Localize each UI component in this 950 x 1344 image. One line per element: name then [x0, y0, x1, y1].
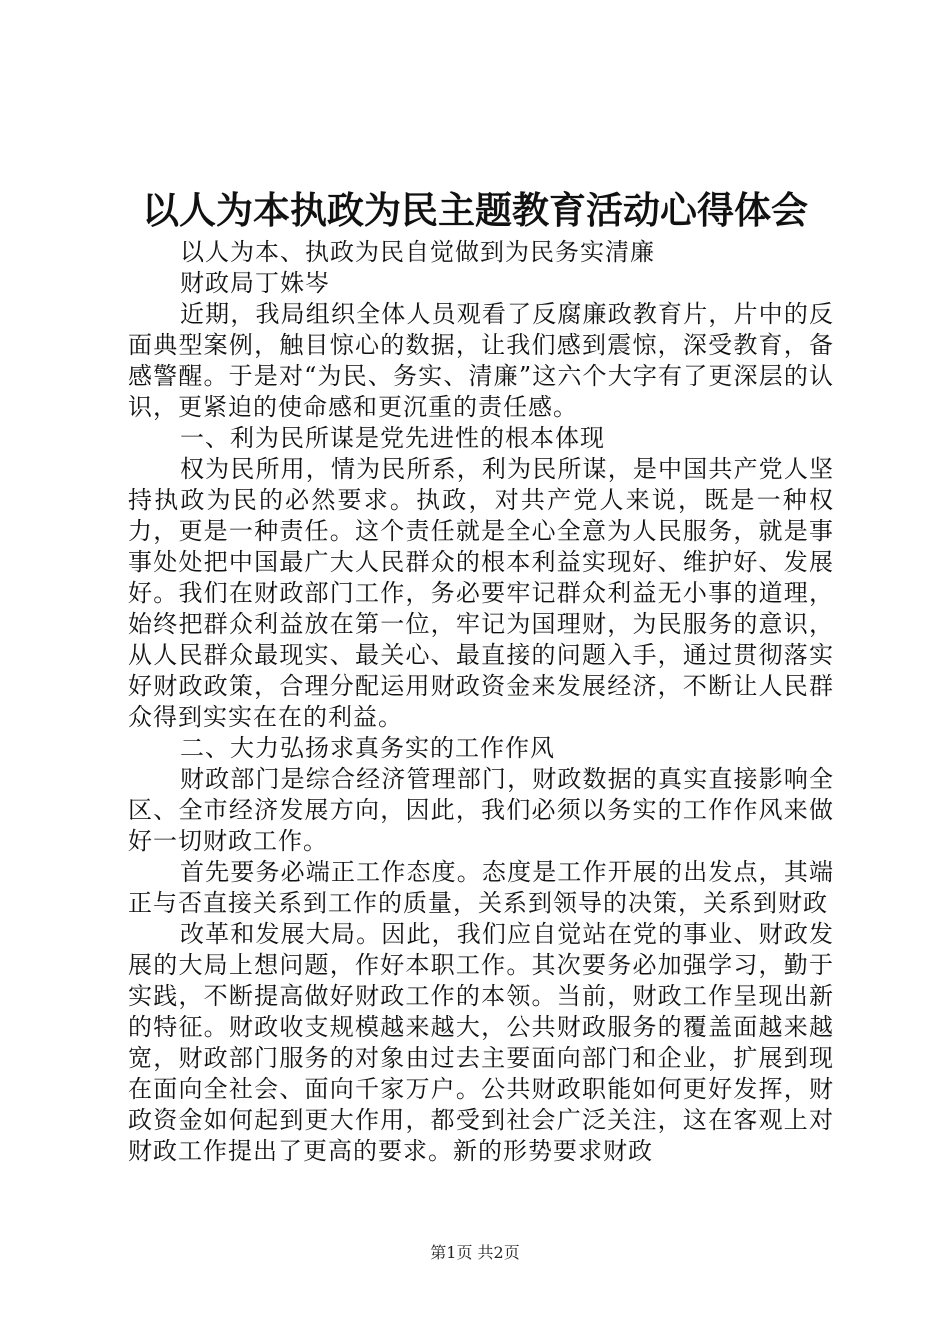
- document-title: 以人为本执政为民主题教育活动心得体会: [142, 188, 808, 232]
- section-heading-2: 二、大力弘扬求真务实的工作作风: [180, 734, 555, 762]
- paragraph-section-2a: 财政部门是综合经济管理部门，财政数据的真实直接影响全区、全市经济发展方向，因此，我们必须以务实的工作作风来做好一切财政工作。: [128, 765, 834, 855]
- document-body: [128, 237, 834, 1167]
- author-line: 财政局丁姝岑: [180, 269, 330, 297]
- paragraph-section-2c: 改革和发展大局。因此，我们应自觉站在党的事业、财政发展的大局上想问题，作好本职工作。其次要务必加强学习，勤于实践，不断提高做好财政工作的本领。当前，财政工作呈现出新的特征。财政收支规模越来越大，公共财政服务的覆盖面越来越宽，财政部门服务的对象由过去主要面向部门和企业，扩展到现在面向全社会、面向千家万户。公共财政职能如何更好发挥，财政资金如何起到更大作用，都受到社会广泛关注，这在客观上对财政工作提出了更高的要求。新的形势要求财政: [128, 920, 834, 1165]
- subtitle-line: 以人为本、执政为民自觉做到为民务实清廉: [180, 238, 655, 266]
- paragraph-section-2b: 首先要务必端正工作态度。态度是工作开展的出发点，其端正与否直接关系到工作的质量，关系到领导的决策，关系到财政: [128, 858, 834, 917]
- page-number-footer: 第1页 共2页: [430, 1243, 520, 1262]
- paragraph-intro: 近期，我局组织全体人员观看了反腐廉政教育片，片中的反面典型案例，触目惊心的数据，让我们感到震惊，深受教育，备感警醒。于是对“为民、务实、清廉”这六个大字有了更深层的认识，更紧迫的使命感和更沉重的责任感。: [128, 300, 834, 421]
- paragraph-section-1: 权为民所用，情为民所系，利为民所谋，是中国共产党人坚持执政为民的必然要求。执政，对共产党人来说，既是一种权力，更是一种责任。这个责任就是全心全意为人民服务，就是事事处处把中国最广大人民群众的根本利益实现好、维护好、发展好。我们在财政部门工作，务必要牢记群众利益无小事的道理，始终把群众利益放在第一位，牢记为国理财，为民服务的意识，从人民群众最现实、最关心、最直接的问题入手，通过贯彻落实好财政政策，合理分配运用财政资金来发展经济，不断让人民群众得到实实在在的利益。: [128, 455, 834, 731]
- section-heading-1: 一、利为民所谋是党先进性的根本体现: [180, 424, 605, 452]
